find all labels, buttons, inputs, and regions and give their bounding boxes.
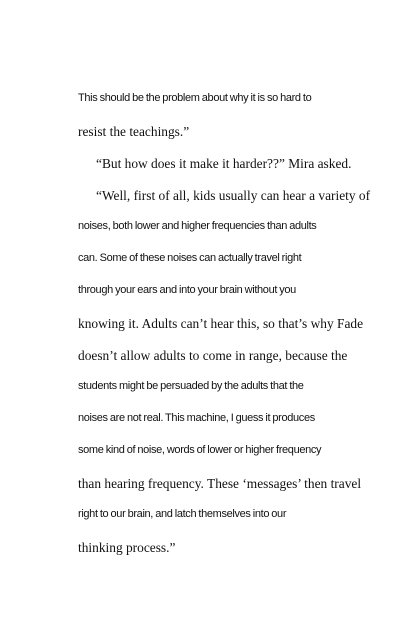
text-line-3: “But how does it make it harder??” Mira asked. xyxy=(96,156,352,171)
text-line-13: than hearing frequency. These ‘messages’ then travel xyxy=(78,476,362,491)
text-line-14: right to our brain, and latch themselves into our xyxy=(78,508,287,520)
text-line-4: “Well, first of all, kids usually can hear a variety of xyxy=(96,188,371,203)
text-line-1: This should be the problem about why it is so hard to xyxy=(78,92,312,104)
text-line-15: thinking process.” xyxy=(78,540,176,555)
text-line-6: can. Some of these noises can actually travel right xyxy=(78,252,302,264)
text-line-9: doesn’t allow adults to come in range, because the xyxy=(78,348,348,363)
text-line-5: noises, both lower and higher frequencies than adults xyxy=(78,220,317,232)
text-line-10: students might be persuaded by the adults that the xyxy=(78,380,304,392)
text-line-11: noises are not real. This machine, I guess it produces xyxy=(78,412,315,424)
text-line-8: knowing it. Adults can’t hear this, so that’s why Fade xyxy=(78,316,364,331)
text-line-12: some kind of noise, words of lower or higher frequency xyxy=(78,444,322,456)
text-line-2: resist the teachings.” xyxy=(78,124,190,139)
text-line-7: through your ears and into your brain without you xyxy=(78,284,296,296)
